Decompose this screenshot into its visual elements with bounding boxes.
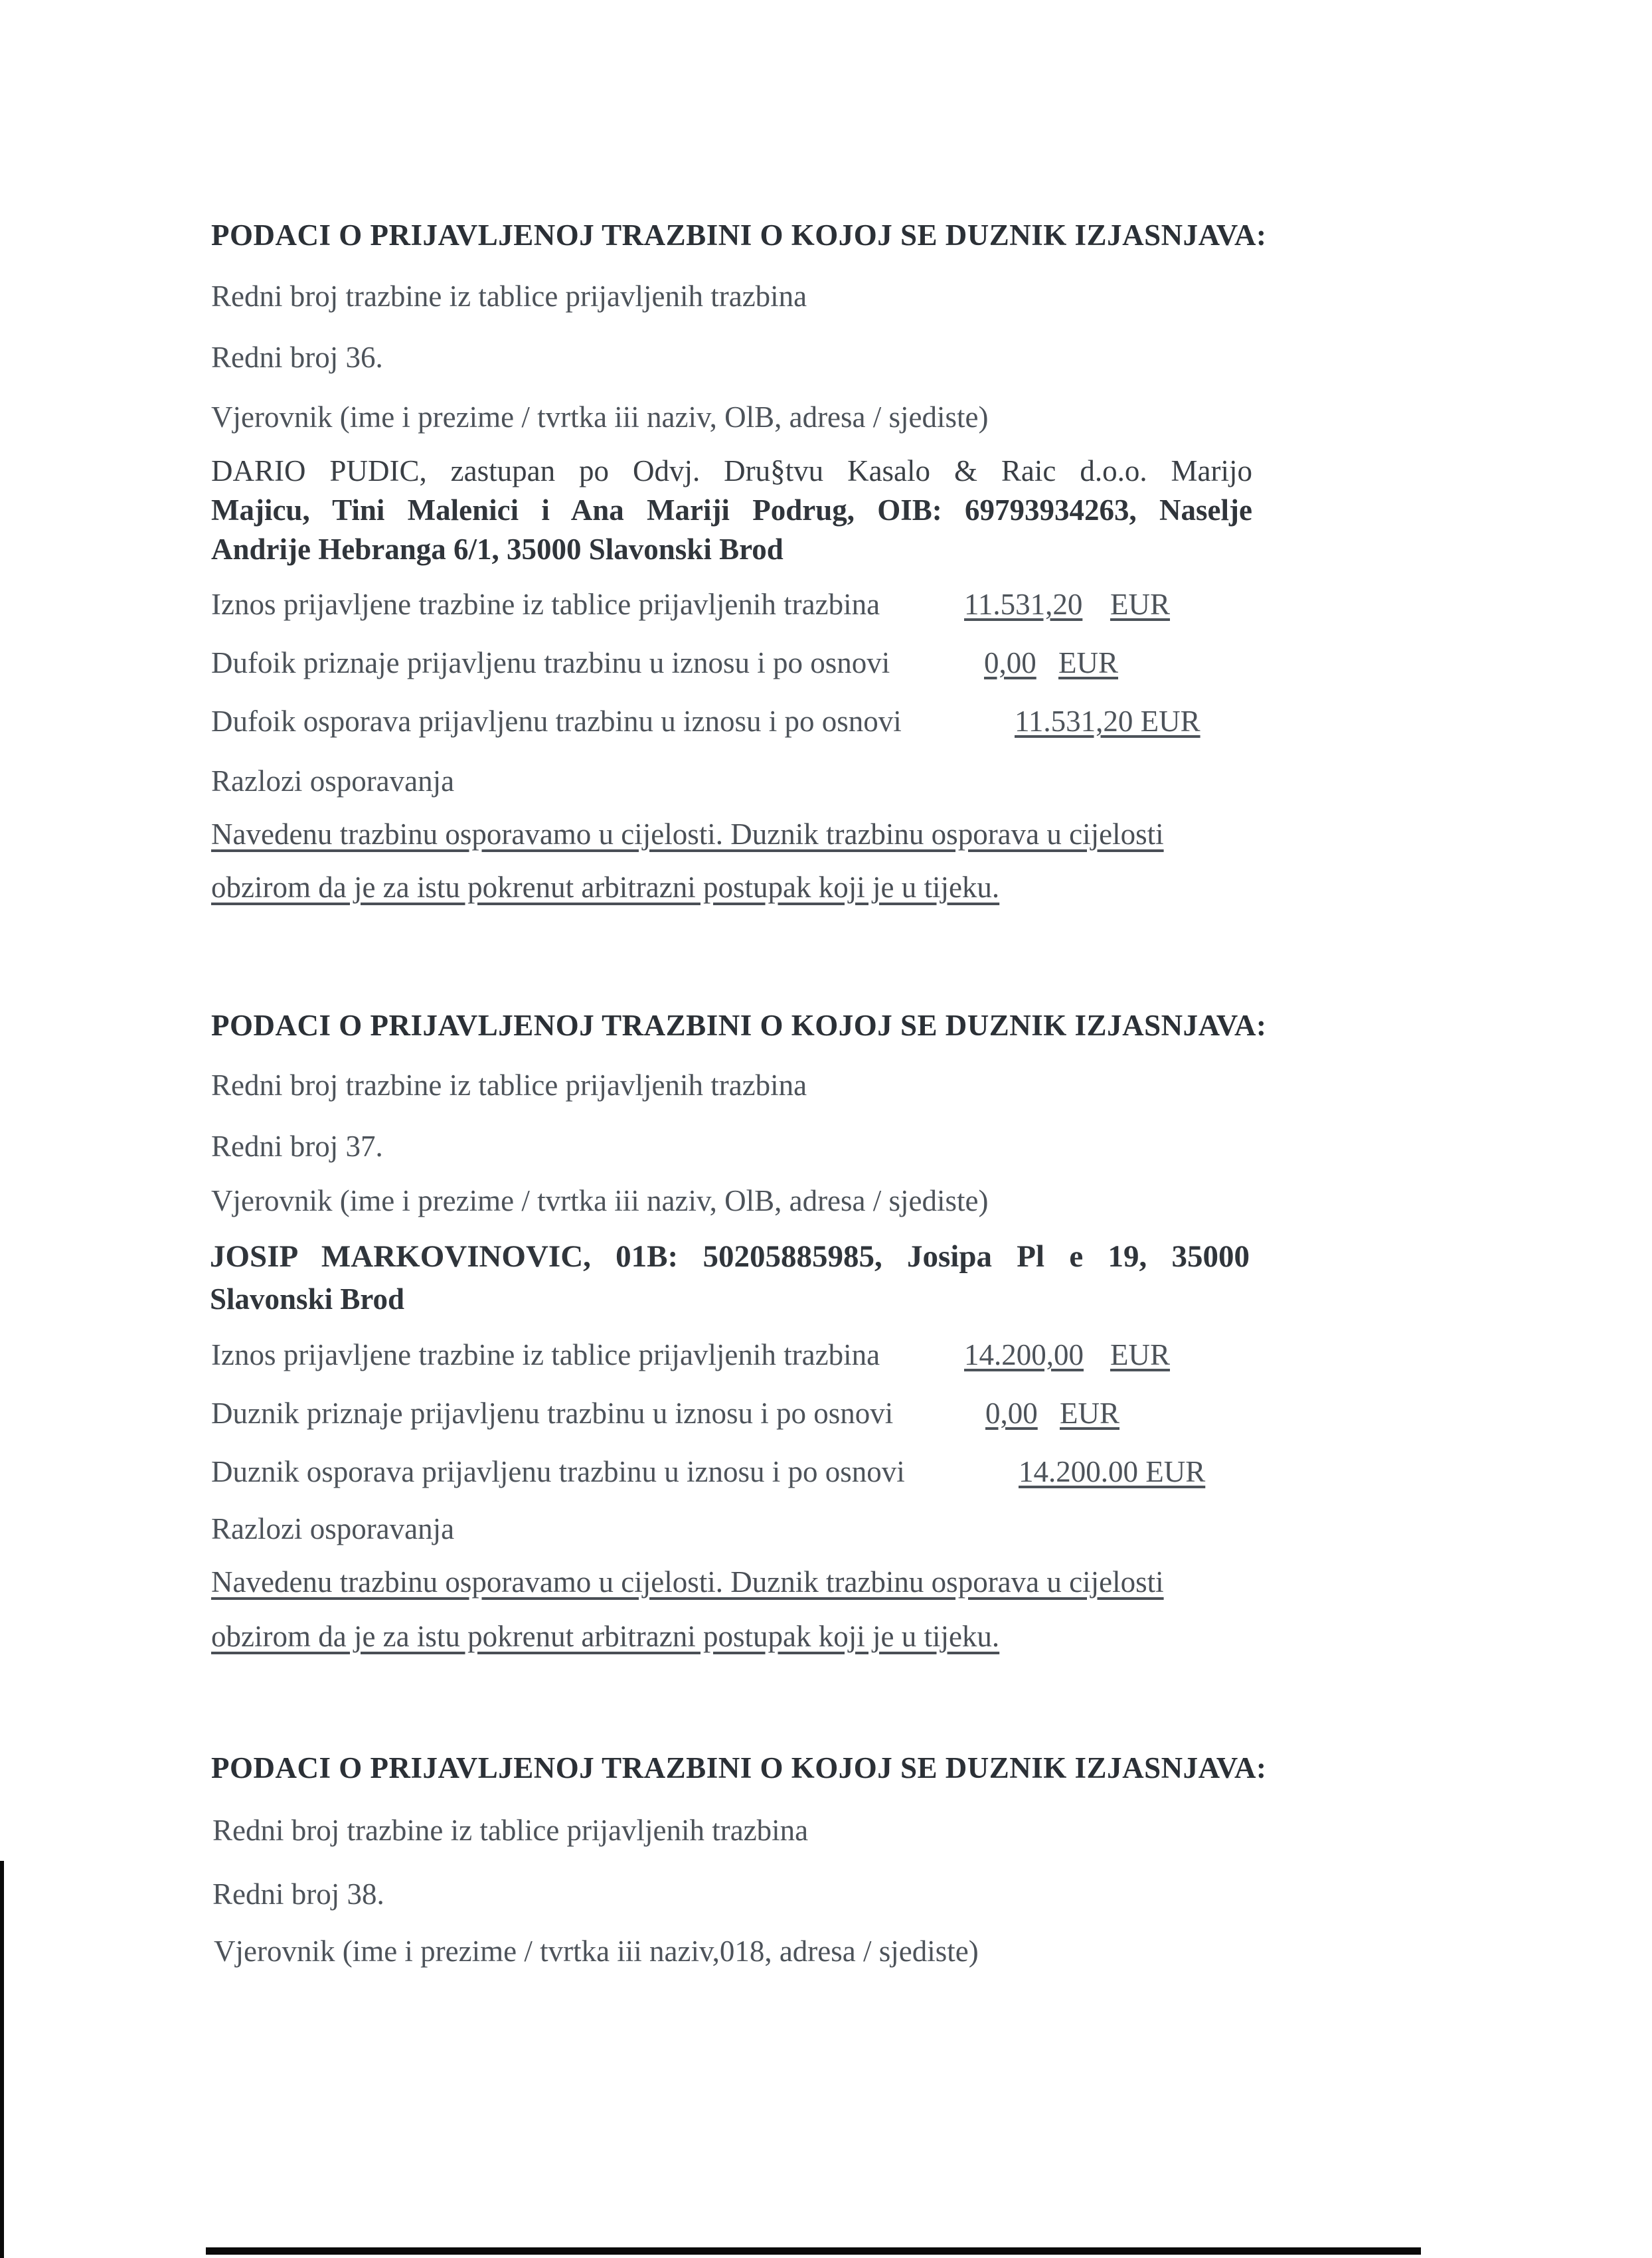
- creditor-line: DARIO PUDIC, zastupan po Odvj. Dru§tvu Kasalo & Raic d.o.o. Marijo: [211, 454, 1252, 487]
- creditor-label: Vjerovnik (ime i prezime / tvrtka iii naziv, OlB, adresa / sjediste): [211, 400, 989, 434]
- accepted-label: Dufoik priznaje prijavljenu trazbinu u iznosu i po osnovi: [211, 646, 890, 679]
- claimed-label: Iznos prijavljene trazbine iz tablice prijavljenih trazbina: [211, 1338, 880, 1371]
- serial-number: Redni broj 38.: [212, 1877, 384, 1911]
- claimed-currency: EUR: [1110, 588, 1170, 621]
- claimed-currency: EUR: [1110, 1338, 1170, 1371]
- accepted-currency: EUR: [1058, 646, 1118, 679]
- scan-edge-line: [0, 1861, 4, 2258]
- creditor-label: Vjerovnik (ime i prezime / tvrtka iii naziv, OlB, adresa / sjediste): [211, 1184, 989, 1217]
- reason-text: Navedenu trazbinu osporavamo u cijelosti. Duznik trazbinu osporava u cijelosti: [211, 818, 1164, 851]
- creditor-details: [211, 452, 1252, 569]
- claimed-amount: 14.200,00: [964, 1338, 1084, 1371]
- disputed-label: Dufoik osporava prijavljenu trazbinu u iznosu i po osnovi: [211, 705, 902, 738]
- serial-label: Redni broj trazbine iz tablice prijavljenih trazbina: [211, 280, 807, 313]
- creditor-line: Slavonski Brod: [210, 1282, 405, 1316]
- accepted-label: Duznik priznaje prijavljenu trazbinu u iznosu i po osnovi: [211, 1397, 894, 1430]
- accepted-amount: 0,00: [984, 646, 1036, 679]
- creditor-details: [210, 1235, 1250, 1320]
- creditor-line: JOSIP MARKOVINOVIC, 01B: 50205885985, Josipa Pl e 19, 35000: [210, 1239, 1250, 1274]
- serial-number: Redni broj 37.: [211, 1130, 383, 1163]
- section-heading: PODACI O PRIJAVLJENOJ TRAZBINI O KOJOJ SE DUZNIK IZJASNJAVA:: [211, 218, 1267, 252]
- accepted-amount: 0,00: [985, 1397, 1038, 1430]
- accepted-currency: EUR: [1060, 1397, 1119, 1430]
- disputed-amount: 11.531,20 EUR: [1015, 705, 1200, 738]
- serial-label: Redni broj trazbine iz tablice prijavljenih trazbina: [212, 1814, 809, 1847]
- reason-text: obzirom da je za istu pokrenut arbitrazni postupak koji je u tijeku.: [211, 871, 1000, 904]
- disputed-label: Duznik osporava prijavljenu trazbinu u iznosu i po osnovi: [211, 1455, 905, 1488]
- bottom-rule: [206, 2247, 1421, 2255]
- reasons-label: Razlozi osporavanja: [211, 1512, 455, 1545]
- claimed-label: Iznos prijavljene trazbine iz tablice prijavljenih trazbina: [211, 588, 880, 621]
- reason-text: Navedenu trazbinu osporavamo u cijelosti. Duznik trazbinu osporava u cijelosti: [211, 1565, 1164, 1599]
- creditor-line: Andrije Hebranga 6/1, 35000 Slavonski Brod: [211, 533, 784, 566]
- serial-label: Redni broj trazbine iz tablice prijavljenih trazbina: [211, 1069, 807, 1102]
- claimed-amount: 11.531,20: [964, 588, 1083, 621]
- reason-text: obzirom da je za istu pokrenut arbitrazni postupak koji je u tijeku.: [211, 1620, 1000, 1653]
- section-heading: PODACI O PRIJAVLJENOJ TRAZBINI O KOJOJ SE DUZNIK IZJASNJAVA:: [211, 1009, 1267, 1042]
- reasons-label: Razlozi osporavanja: [211, 764, 455, 798]
- serial-number: Redni broj 36.: [211, 341, 383, 374]
- creditor-label: Vjerovnik (ime i prezime / tvrtka iii naziv,018, adresa / sjediste): [214, 1935, 979, 1968]
- disputed-amount: 14.200.00 EUR: [1019, 1455, 1206, 1488]
- creditor-line: Majicu, Tini Malenici i Ana Mariji Podrug, OIB: 69793934263, Naselje: [211, 493, 1252, 527]
- section-heading: PODACI O PRIJAVLJENOJ TRAZBINI O KOJOJ SE DUZNIK IZJASNJAVA:: [211, 1751, 1267, 1784]
